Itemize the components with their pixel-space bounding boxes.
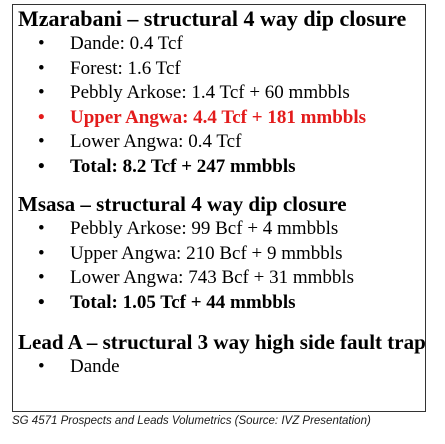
item-text: Forest: 1.6 Tcf	[70, 57, 181, 79]
bullet-icon: •	[38, 106, 45, 128]
section-heading: Msasa – structural 4 way dip closure	[18, 192, 347, 216]
section-lead-a	[18, 329, 428, 380]
item-list	[18, 32, 428, 179]
item-text: Lower Angwa: 743 Bcf + 31 mmbbls	[70, 267, 355, 288]
bullet-icon: •	[38, 155, 45, 177]
bullet-icon: •	[38, 33, 45, 54]
list-item	[18, 57, 428, 82]
item-text: Dande	[70, 356, 120, 377]
section-mzarabani	[18, 6, 428, 179]
bullet-icon: •	[38, 356, 45, 377]
section-heading: Lead A – structural 3 way high side fault trap	[18, 330, 426, 354]
item-text: Upper Angwa: 210 Bcf + 9 mmbbls	[70, 242, 343, 264]
section-heading: Mzarabani – structural 4 way dip closure	[18, 6, 407, 31]
item-text: Upper Angwa: 4.4 Tcf + 181 mmbbls	[70, 106, 367, 128]
list-item	[18, 130, 428, 155]
section-msasa	[18, 191, 428, 315]
volumetrics-content	[18, 6, 428, 380]
bullet-icon: •	[38, 218, 45, 239]
bullet-icon: •	[38, 82, 45, 103]
list-item	[18, 32, 428, 57]
bullet-icon: •	[38, 267, 45, 288]
list-item	[18, 242, 428, 267]
list-item-highlight	[18, 106, 428, 131]
item-text: Total: 1.05 Tcf + 44 mmbbls	[70, 291, 296, 313]
item-text: Pebbly Arkose: 1.4 Tcf + 60 mmbbls	[70, 82, 350, 103]
list-item	[18, 217, 428, 242]
item-list	[18, 355, 428, 380]
bullet-icon: •	[38, 242, 45, 264]
figure-caption: SG 4571 Prospects and Leads Volumetrics (Source: IVZ Presentation)	[12, 415, 371, 427]
list-item	[18, 266, 428, 291]
item-list	[18, 217, 428, 315]
list-item	[18, 355, 428, 380]
list-item-total	[18, 155, 428, 180]
bullet-icon: •	[38, 57, 45, 79]
list-item	[18, 81, 428, 106]
bullet-icon: •	[38, 131, 45, 152]
item-text: Dande: 0.4 Tcf	[70, 33, 183, 54]
bullet-icon: •	[38, 291, 45, 313]
item-text: Lower Angwa: 0.4 Tcf	[70, 131, 242, 152]
list-item-total	[18, 291, 428, 316]
item-text: Total: 8.2 Tcf + 247 mmbbls	[70, 155, 296, 177]
item-text: Pebbly Arkose: 99 Bcf + 4 mmbbls	[70, 218, 339, 239]
